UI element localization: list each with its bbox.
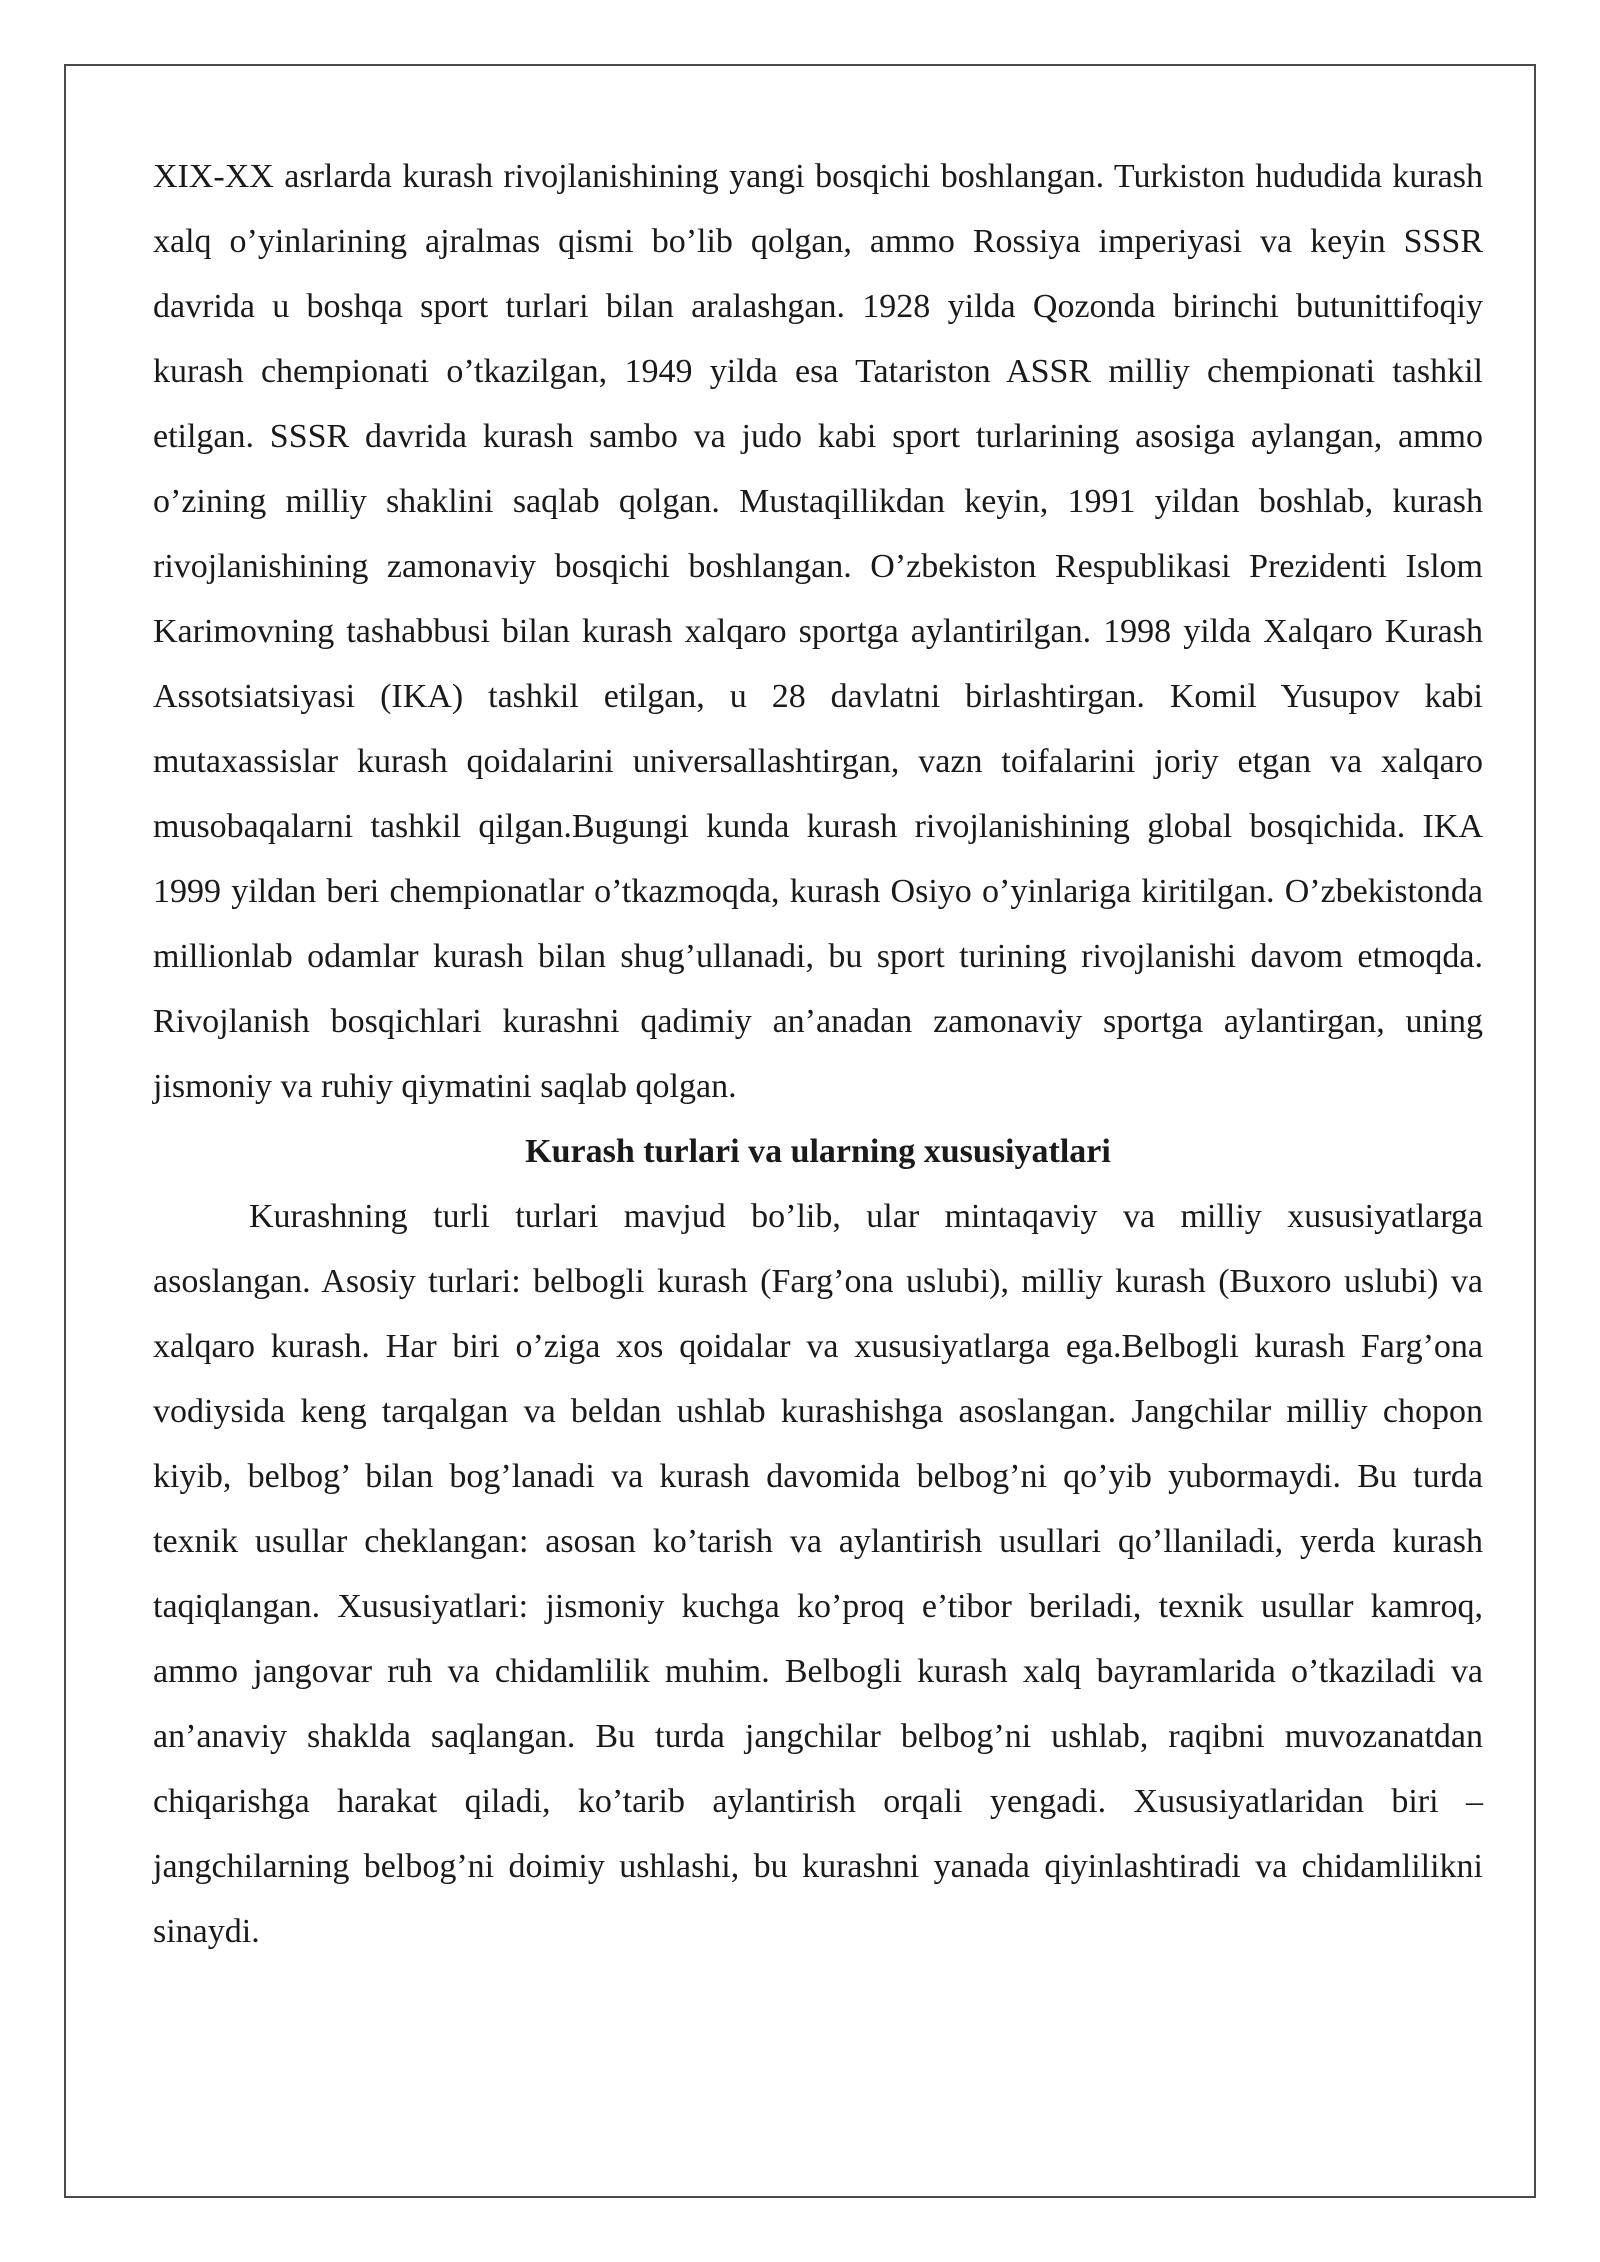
body-paragraph-history: XIX-XX asrlarda kurash rivojlanishining yangi bosqichi boshlangan. Turkiston hududida kurash xalq o’yinlarining ajralmas qismi bo’lib qolgan, ammo Rossiya imperiyasi va keyin SSSR davrida u boshqa sport turlari bilan aralashgan. 1928 yilda Qozonda birinchi butunittifoqiy kurash chempionati o’tkazilgan, 1949 yilda esa Tatariston ASSR milliy chempionati tashkil etilgan. SSSR davrida kurash sambo va judo kabi sport turlarining asosiga aylangan, ammo o’zining milliy shaklini saqlab qolgan. Mustaqillikdan keyin, 1991 yildan boshlab, kurash rivojlanishining zamonaviy bosqichi boshlangan. O’zbekiston Respublikasi Prezidenti Islom Karimovning tashabbusi bilan kurash xalqaro sportga aylantirilgan. 1998 yilda Xalqaro Kurash Assotsiatsiyasi (IKA) tashkil etilgan, u 28 davlatni birlashtirgan. Komil Yusupov kabi mutaxassislar kurash qoidalarini universallashtirgan, vazn toifalarini joriy etgan va xalqaro musobaqalarni tashkil qilgan.Bugungi kunda kurash rivojlanishining global bosqichida. IKA 1999 yildan beri chempionatlar o’tkazmoqda, kurash Osiyo o’yinlariga kiritilgan. O’zbekistonda millionlab odamlar kurash bilan shug’ullanadi, bu sport turining rivojlanishi davom etmoqda. Rivojlanish bosqichlari kurashni qadimiy an’anadan zamonaviy sportga aylantirgan, uning jismoniy va ruhiy qiymatini saqlab qolgan. bbox=[153, 158, 1483, 1105]
section-heading: Kurash turlari va ularning xususiyatlari bbox=[525, 1133, 1111, 1170]
document-body bbox=[153, 144, 1483, 1964]
body-paragraph-types: Kurashning turli turlari mavjud bo’lib, ular mintaqaviy va milliy xususiyatlarga asoslangan. Asosiy turlari: belbogli kurash (Farg’ona uslubi), milliy kurash (Buxoro uslubi) va xalqaro kurash. Har biri o’ziga xos qoidalar va xususiyatlarga ega.Belbogli kurash Farg’ona vodiysida keng tarqalgan va beldan ushlab kurashishga asoslangan. Jangchilar milliy chopon kiyib, belbog’ bilan bog’lanadi va kurash davomida belbog’ni qo’yib yubormaydi. Bu turda texnik usullar cheklangan: asosan ko’tarish va aylantirish usullari qo’llaniladi, yerda kurash taqiqlangan. Xususiyatlari: jismoniy kuchga ko’proq e’tibor beriladi, texnik usullar kamroq, ammo jangovar ruh va chidamlilik muhim. Belbogli kurash xalq bayramlarida o’tkaziladi va an’anaviy shaklda saqlangan. Bu turda jangchilar belbog’ni ushlab, raqibni muvozanatdan chiqarishga harakat qiladi, ko’tarib aylantirish orqali yengadi. Xususiyatlaridan biri – jangchilarning belbog’ni doimiy ushlashi, bu kurashni yanada qiyinlashtiradi va chidamlilikni sinaydi. bbox=[153, 1198, 1483, 1950]
